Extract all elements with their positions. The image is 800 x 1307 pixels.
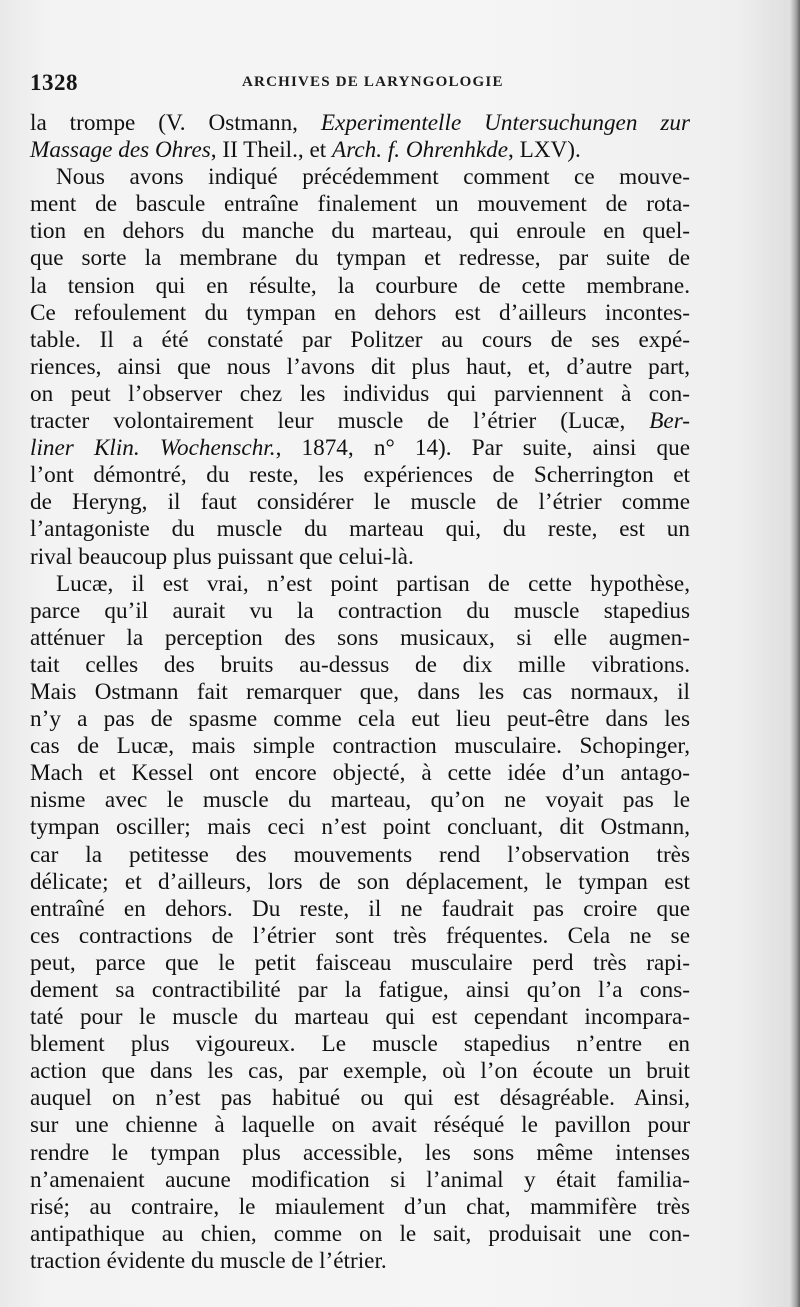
text-run: Nous avons indiqué précédemment comment ce mouve- — [56, 164, 690, 191]
text-run: rival beaucoup plus puissant que celui-là. — [30, 543, 414, 570]
text-line — [30, 652, 690, 679]
text-run: dement sa contractibilité par la fatigue, ainsi qu’on l’a cons- — [30, 977, 690, 1003]
text-line — [30, 489, 690, 516]
text-run: tracter volontairement leur muscle de l’étrier (Lucæ, — [30, 408, 650, 435]
text-run: taté pour le muscle du marteau qui est cependant incompara- — [30, 1004, 690, 1031]
text-line — [30, 1248, 690, 1275]
text-run: , II Theil., et — [210, 137, 333, 164]
text-run: action que dans les cas, par exemple, où l’on écoute un bruit — [30, 1058, 690, 1085]
text-line — [30, 950, 690, 977]
text-line — [30, 1194, 690, 1221]
text-line — [30, 245, 690, 272]
text-line — [30, 760, 690, 787]
text-line — [30, 218, 690, 245]
text-run: rendre le tympan plus accessible, les sons même intenses — [30, 1139, 690, 1166]
text-line — [30, 814, 690, 841]
text-line — [30, 1112, 690, 1139]
text-run: risé; au contraire, le miaulement d’un chat, mammifère très — [30, 1193, 690, 1220]
text-line — [30, 408, 690, 435]
text-line — [30, 869, 690, 896]
italic-text-run: liner Klin. Wochenschr. — [30, 435, 276, 462]
text-line — [30, 977, 690, 1004]
italic-text-run: Arch. f. Ohrenhkde — [332, 137, 509, 164]
text-line — [30, 787, 690, 814]
text-line — [30, 191, 690, 218]
text-line — [30, 300, 690, 327]
text-run: ces contractions de l’étrier sont très fréquentes. Cela ne se — [30, 922, 690, 949]
text-line — [30, 544, 690, 571]
text-run: traction évidente du muscle de l’étrier. — [30, 1247, 387, 1274]
text-line — [30, 842, 690, 869]
text-line — [30, 273, 690, 300]
text-line — [30, 625, 690, 652]
text-line — [30, 1004, 690, 1031]
text-run: , 1874, n° 14). Par suite, ainsi que — [275, 435, 690, 462]
italic-text-run: Ber- — [649, 408, 690, 435]
text-run: riences, ainsi que nous l’avons dit plus haut, et, d’autre part, — [30, 353, 690, 380]
text-run: que sorte la membrane du tympan et redresse, par suite de — [30, 245, 690, 272]
text-run: parce qu’il aurait vu la contraction du muscle stapedius — [30, 597, 690, 624]
text-run: on peut l’observer chez les individus qui parviennent à con- — [30, 380, 690, 407]
text-line — [30, 110, 690, 137]
text-run: tait celles des bruits au-dessus de dix mille vibrations. — [30, 651, 690, 678]
text-run: peut, parce que le petit faisceau musculaire perd très rapi- — [30, 949, 690, 976]
text-run: la tension qui en résulte, la courbure de cette membrane. — [30, 272, 690, 299]
text-run: n’y a pas de spasme comme cela eut lieu peut-être dans les — [30, 706, 690, 733]
text-run: Mach et Kessel ont encore objecté, à cette idée d’un antago- — [30, 760, 690, 787]
text-line — [30, 381, 690, 408]
text-line — [30, 164, 690, 191]
text-line — [30, 923, 690, 950]
text-run: ment de bascule entraîne finalement un mouvement de rota- — [30, 191, 690, 218]
body-text — [30, 110, 690, 1275]
text-line — [30, 1167, 690, 1194]
text-line — [30, 598, 690, 625]
text-run: nisme avec le muscle du marteau, qu’on ne voyait pas le — [30, 787, 690, 814]
text-run: atténuer la perception des sons musicaux, si elle augmen- — [30, 624, 690, 651]
text-line — [30, 516, 690, 543]
text-run: l’ont démontré, du reste, les expériences de Scherrington et — [30, 462, 690, 489]
text-run: l’antagoniste du muscle du marteau qui, du reste, est un — [30, 516, 690, 543]
text-run: délicate; et d’ailleurs, lors de son déplacement, le tympan est — [30, 868, 690, 895]
text-run: tympan osciller; mais ceci n’est point concluant, dit Ostmann, — [30, 814, 690, 841]
text-line — [30, 896, 690, 923]
text-run: de Heryng, il faut considérer le muscle de l’étrier comme — [30, 489, 690, 516]
text-line — [30, 435, 690, 462]
text-run: blement plus vigoureux. Le muscle stapedius n’entre en — [30, 1031, 690, 1058]
text-line — [30, 354, 690, 381]
text-run: auquel on n’est pas habitué ou qui est désagréable. Ainsi, — [30, 1085, 690, 1112]
text-run: tion en dehors du manche du marteau, qui enroule en quel- — [30, 218, 690, 245]
text-line — [30, 1031, 690, 1058]
text-line — [30, 1221, 690, 1248]
text-run: car la petitesse des mouvements rend l’observation très — [30, 841, 690, 868]
text-run: table. Il a été constaté par Politzer au cours de ses expé- — [30, 326, 690, 353]
text-line — [30, 733, 690, 760]
text-run: n’amenaient aucune modification si l’animal y était familia- — [30, 1166, 690, 1193]
page-header — [30, 70, 710, 100]
text-run: la trompe (V. Ostmann, — [30, 110, 321, 136]
page-number: 1328 — [30, 70, 78, 95]
text-line — [30, 1058, 690, 1085]
text-line — [30, 137, 690, 164]
text-line — [30, 327, 690, 354]
text-run: cas de Lucæ, mais simple contraction musculaire. Schopinger, — [30, 733, 690, 760]
text-line — [30, 679, 690, 706]
text-line — [30, 571, 690, 598]
page-edge-shadow — [790, 0, 800, 1307]
italic-text-run: Experimentelle Untersuchungen zur — [320, 110, 690, 136]
text-run: Ce refoulement du tympan en dehors est d’ailleurs incontes- — [30, 299, 690, 326]
text-line — [30, 462, 690, 489]
text-run: entraîné en dehors. Du reste, il ne faudrait pas croire que — [30, 895, 690, 922]
text-line — [30, 1140, 690, 1167]
text-run: , LXV). — [508, 137, 581, 164]
text-run: antipathique au chien, comme on le sait, produisait une con- — [30, 1220, 690, 1247]
italic-text-run: Massage des Ohres — [30, 137, 211, 164]
text-run: sur une chienne à laquelle on avait réséqué le pavillon pour — [30, 1112, 690, 1139]
running-head: ARCHIVES DE LARYNGOLOGIE — [242, 74, 504, 90]
text-line — [30, 1085, 690, 1112]
text-line — [30, 706, 690, 733]
text-run: Lucæ, il est vrai, n’est point partisan de cette hypothèse, — [56, 570, 690, 597]
text-run: Mais Ostmann fait remarquer que, dans les cas normaux, il — [30, 678, 690, 705]
